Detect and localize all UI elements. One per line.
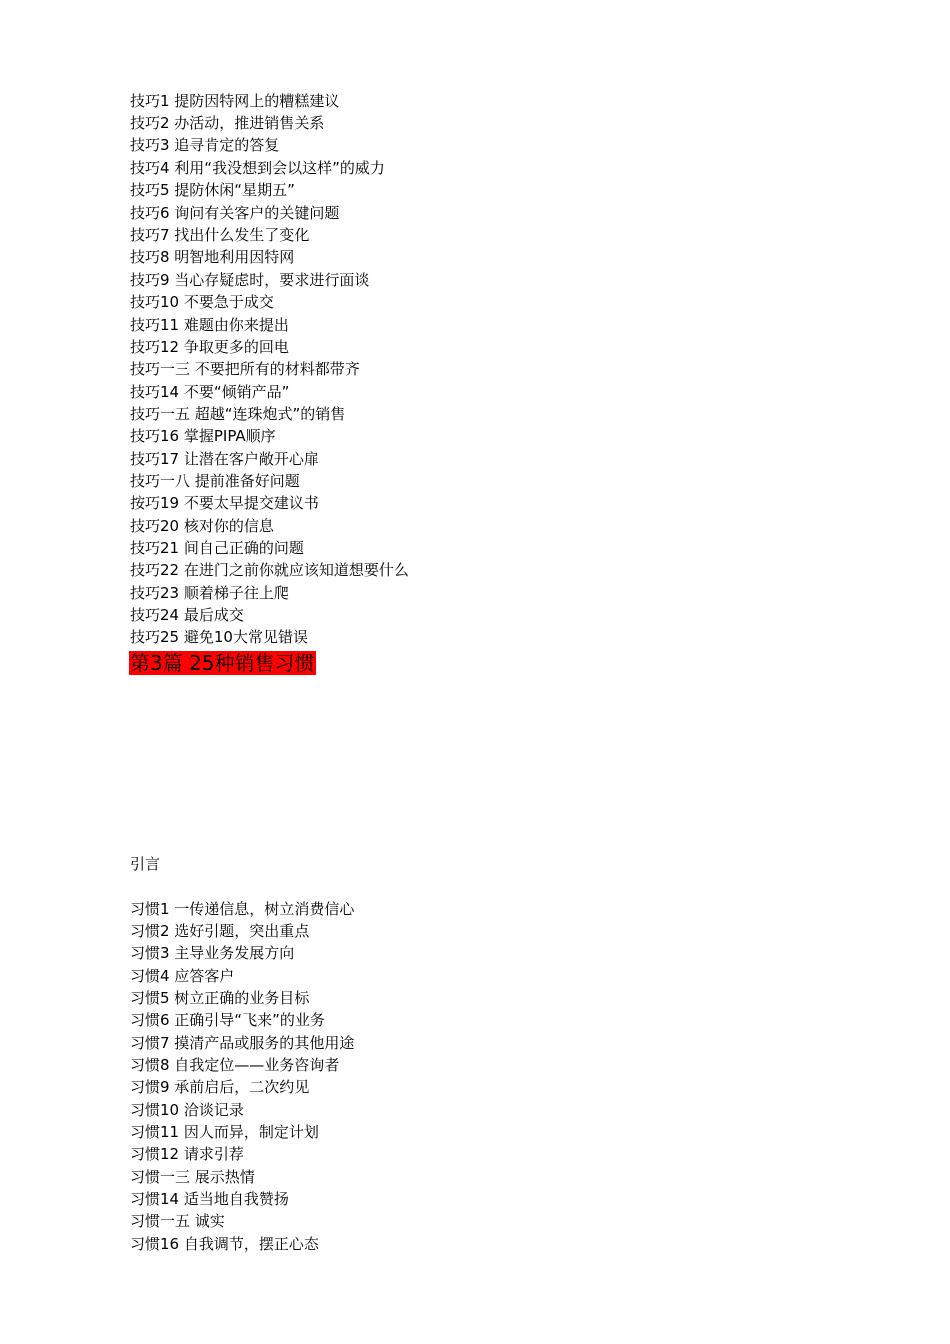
- list-item: 习惯5 树立正确的业务目标: [130, 989, 310, 1007]
- list-item: 技巧10 不要急于成交: [130, 293, 274, 311]
- list-item: 技巧22 在进门之前你就应该知道想要什么: [130, 561, 409, 579]
- list-item: 技巧24 最后成交: [130, 606, 244, 624]
- list-item: 习惯7 摸清产品或服务的其他用途: [130, 1034, 355, 1052]
- list-item: 技巧9 当心存疑虑时，要求进行面谈: [130, 271, 370, 289]
- list-item: 技巧5 提防休闲“星期五”: [130, 181, 295, 199]
- section-heading: 第3篇 25种销售习惯: [130, 651, 315, 675]
- list-item: 技巧17 让潜在客户敞开心扉: [130, 450, 319, 468]
- list-item: 习惯3 主导业务发展方向: [130, 944, 295, 962]
- list-item: 习惯8 自我定位——业务咨询者: [130, 1056, 340, 1074]
- list-item: 习惯2 选好引题，突出重点: [130, 922, 310, 940]
- list-item: 按巧19 不要太早提交建议书: [130, 494, 319, 512]
- list-item: 习惯11 因人而异，制定计划: [130, 1123, 319, 1141]
- list-item: 技巧2 办活动，推进销售关系: [130, 114, 325, 132]
- list-item: 技巧8 明智地利用因特网: [130, 248, 295, 266]
- intro-label: 引言: [130, 855, 161, 873]
- list-item: 技巧16 掌握PIPA顺序: [130, 427, 276, 445]
- list-item: 习惯9 承前启后，二次约见: [130, 1078, 310, 1096]
- list-item: 习惯12 请求引荐: [130, 1145, 244, 1163]
- list-item: 习惯1 一传递信息，树立消费信心: [130, 900, 355, 918]
- list-item: 技巧4 利用“我没想到会以这样”的威力: [130, 159, 385, 177]
- list-item: 技巧12 争取更多的回电: [130, 338, 289, 356]
- list-item: 技巧一三 不要把所有的材料都带齐: [130, 360, 360, 378]
- list-item: 技巧一五 超越“连珠炮式”的销售: [130, 405, 346, 423]
- list-item: 习惯14 适当地自我赞扬: [130, 1190, 289, 1208]
- list-item: 习惯一五 诚实: [130, 1212, 225, 1230]
- list-item: 技巧6 询问有关客户的关键问题: [130, 204, 340, 222]
- list-item: 技巧一八 提前准备好问题: [130, 472, 300, 490]
- list-item: 技巧14 不要“倾销产品”: [130, 383, 290, 401]
- list-item: 技巧1 提防因特网上的糟糕建议: [130, 92, 340, 110]
- list-item: 技巧21 间自己正确的问题: [130, 539, 304, 557]
- list-item: 技巧7 找出什么发生了变化: [130, 226, 310, 244]
- list-item: 技巧11 难题由你来提出: [130, 316, 289, 334]
- list-item: 习惯16 自我调节，摆正心态: [130, 1235, 319, 1253]
- list-item: 习惯10 洽谈记录: [130, 1101, 244, 1119]
- list-item: 技巧23 顺着梯子往上爬: [130, 584, 289, 602]
- list-item: 技巧25 避免10大常见错误: [130, 628, 308, 646]
- list-item: 习惯一三 展示热情: [130, 1168, 255, 1186]
- list-item: 技巧20 核对你的信息: [130, 517, 274, 535]
- list-item: 技巧3 追寻肯定的答复: [130, 136, 280, 154]
- list-item: 习惯4 应答客户: [130, 967, 235, 985]
- list-item: 习惯6 正确引导“飞来”的业务: [130, 1011, 325, 1029]
